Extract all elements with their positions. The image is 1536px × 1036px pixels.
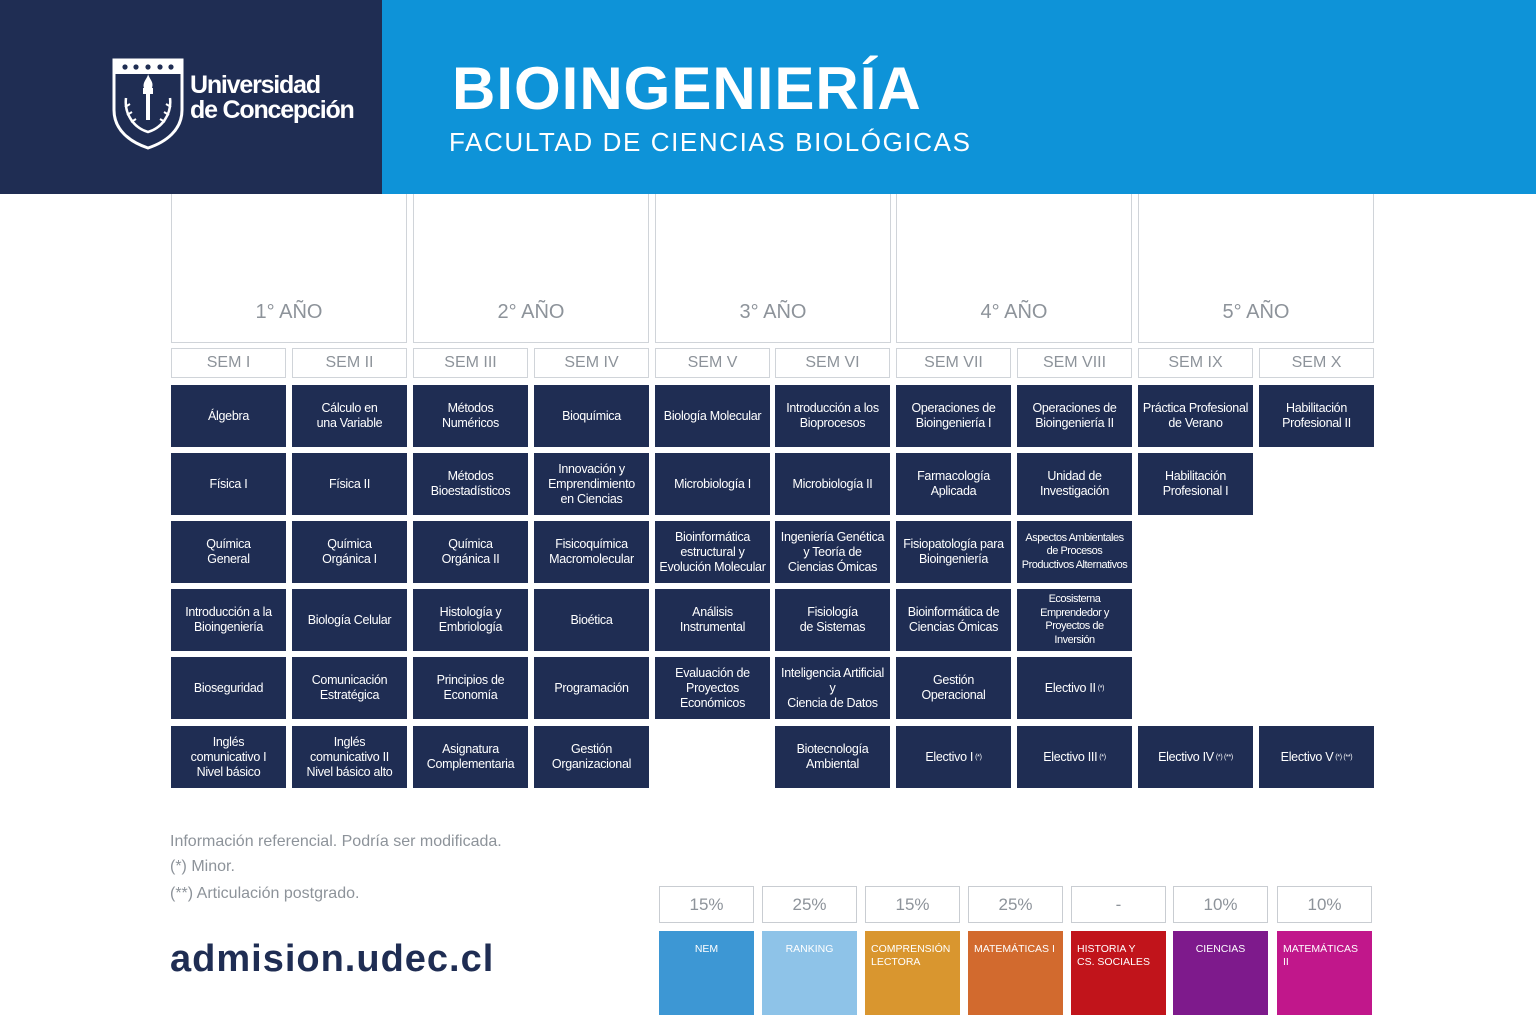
course-card[interactable] xyxy=(292,521,407,583)
course-card[interactable] xyxy=(896,726,1011,788)
admission-weight-value: 10% xyxy=(1173,886,1268,923)
university-name-line2: de Concepción xyxy=(190,96,354,124)
admission-factor-label: CIENCIAS xyxy=(1173,931,1268,1015)
course-card[interactable] xyxy=(655,657,770,719)
course-name: Biología Molecular xyxy=(663,408,762,423)
course-card[interactable] xyxy=(775,453,890,515)
course-name: Principios de Economía xyxy=(436,673,505,702)
semester-header-3: SEM III xyxy=(413,348,528,378)
course-name: Habilitación Profesional II xyxy=(1282,401,1351,430)
course-name: Unidad de Investigación xyxy=(1039,469,1110,498)
admission-factor-label: COMPRENSIÓN LECTORA xyxy=(865,931,960,1015)
header-logo-panel xyxy=(0,0,382,194)
course-name: Ecosistema Emprendedor y Proyectos de Inversión xyxy=(1040,593,1109,646)
course-name: Análisis Instrumental xyxy=(679,605,746,634)
course-footnote-mark: (*) xyxy=(1097,684,1105,692)
course-card[interactable] xyxy=(775,385,890,447)
course-card[interactable] xyxy=(171,385,286,447)
admission-website-link[interactable]: admision.udec.cl xyxy=(170,938,495,980)
course-card[interactable] xyxy=(655,453,770,515)
course-card[interactable] xyxy=(413,453,528,515)
course-name: Evaluación de Proyectos Económicos xyxy=(675,665,750,710)
course-name: Bioinformática de Ciencias Ómicas xyxy=(907,605,1000,634)
admission-weight-value: 25% xyxy=(968,886,1063,923)
course-footnote-mark: (*) xyxy=(975,753,982,761)
year-label: 3° AÑO xyxy=(739,301,807,323)
course-name: Química Orgánica I xyxy=(322,537,377,566)
course-name: Comunicación Estratégica xyxy=(311,673,388,702)
university-name xyxy=(190,73,354,123)
course-card[interactable] xyxy=(775,589,890,651)
course-card[interactable] xyxy=(775,657,890,719)
course-name: Microbiología I xyxy=(674,476,751,491)
course-name: Operaciones de Bioingeniería I xyxy=(911,401,996,430)
course-card[interactable] xyxy=(1138,726,1253,788)
year-header-4 xyxy=(896,194,1132,343)
year-label: 5° AÑO xyxy=(1222,301,1290,323)
year-header-5 xyxy=(1138,194,1374,343)
course-card[interactable] xyxy=(413,521,528,583)
course-card[interactable] xyxy=(1017,521,1132,583)
course-name: Fisiopatología para Bioingeniería xyxy=(903,537,1004,566)
course-name: Física I xyxy=(209,476,248,491)
course-name: Electivo I xyxy=(925,749,974,764)
semester-header-9: SEM IX xyxy=(1138,348,1253,378)
course-name: Electivo V xyxy=(1280,749,1334,764)
semester-header-2: SEM II xyxy=(292,348,407,378)
semester-header-6: SEM VI xyxy=(775,348,890,378)
year-label: 4° AÑO xyxy=(980,301,1048,323)
course-card[interactable] xyxy=(413,657,528,719)
course-name: Habilitación Profesional I xyxy=(1162,469,1229,498)
university-name-line1: Universidad xyxy=(190,71,320,99)
course-card[interactable] xyxy=(1017,385,1132,447)
course-name: Biología Celular xyxy=(307,612,392,627)
course-name: Física II xyxy=(328,476,371,491)
course-name: Programación xyxy=(554,680,629,695)
page-title: BIOINGENIERÍA xyxy=(452,55,922,122)
course-name: Electivo II xyxy=(1044,680,1096,695)
year-label: 2° AÑO xyxy=(497,301,565,323)
course-name: Electivo IV xyxy=(1158,749,1214,764)
course-name: Inglés comunicativo I Nivel básico xyxy=(190,734,267,779)
admission-factor-label: RANKING xyxy=(762,931,857,1015)
admission-weight-value: - xyxy=(1071,886,1166,923)
course-card[interactable] xyxy=(534,521,649,583)
course-name: Gestión Operacional xyxy=(921,673,986,702)
course-name: Gestión Organizacional xyxy=(551,742,632,771)
course-name: Química General xyxy=(206,537,251,566)
year-header-1 xyxy=(171,194,407,343)
course-card[interactable] xyxy=(171,453,286,515)
semester-header-1: SEM I xyxy=(171,348,286,378)
admission-weight-value: 15% xyxy=(865,886,960,923)
admission-factor-label: MATEMÁTICAS II xyxy=(1277,931,1372,1015)
course-name: Inteligencia Artificial y Ciencia de Datos xyxy=(781,665,884,710)
course-card[interactable] xyxy=(1017,453,1132,515)
course-card[interactable] xyxy=(292,385,407,447)
university-crest-icon xyxy=(112,58,184,150)
year-header-2 xyxy=(413,194,649,343)
course-name: Bioinformática estructural y Evolución Molecular xyxy=(659,529,766,574)
course-card[interactable] xyxy=(1259,726,1374,788)
course-card[interactable] xyxy=(1259,385,1374,447)
course-footnote-mark: (*) xyxy=(1099,753,1106,761)
semester-header-5: SEM V xyxy=(655,348,770,378)
course-name: Histología y Embriología xyxy=(438,605,503,634)
admission-factor-label: MATEMÁTICAS I xyxy=(968,931,1063,1015)
course-card[interactable] xyxy=(413,589,528,651)
course-name: Biotecnología Ambiental xyxy=(796,742,869,771)
course-name: Ingeniería Genética y Teoría de Ciencias Ómicas xyxy=(780,529,885,574)
course-card[interactable] xyxy=(171,521,286,583)
course-card[interactable] xyxy=(775,521,890,583)
course-card[interactable] xyxy=(896,521,1011,583)
course-name: Cálculo en una Variable xyxy=(316,401,383,430)
course-name: Aspectos Ambientales de Procesos Productivos Alternativos xyxy=(1021,531,1128,571)
admission-weight-value: 15% xyxy=(659,886,754,923)
note-minor: (*) Minor. xyxy=(170,858,235,875)
course-name: Fisiología de Sistemas xyxy=(799,605,866,634)
course-name: Química Orgánica II xyxy=(441,537,500,566)
university-logo[interactable] xyxy=(112,58,352,150)
admission-weight-value: 25% xyxy=(762,886,857,923)
course-name: Introducción a la Bioingeniería xyxy=(185,605,272,634)
course-footnote-mark: (*) (**) xyxy=(1335,753,1353,761)
course-card[interactable] xyxy=(1017,589,1132,651)
course-name: Álgebra xyxy=(208,408,249,423)
course-name: Bioseguridad xyxy=(193,680,264,695)
semester-header-7: SEM VII xyxy=(896,348,1011,378)
admission-factor-label: HISTORIA Y CS. SOCIALES xyxy=(1071,931,1166,1015)
course-card[interactable] xyxy=(292,589,407,651)
course-name: Innovación y Emprendimiento en Ciencias xyxy=(548,461,635,506)
course-card[interactable] xyxy=(896,385,1011,447)
note-postgrad: (**) Articulación postgrado. xyxy=(170,885,360,902)
course-card[interactable] xyxy=(1138,385,1253,447)
course-card[interactable] xyxy=(292,657,407,719)
course-card[interactable] xyxy=(413,385,528,447)
course-card[interactable] xyxy=(534,589,649,651)
course-card[interactable] xyxy=(1138,453,1253,515)
semester-header-8: SEM VIII xyxy=(1017,348,1132,378)
course-card[interactable] xyxy=(413,726,528,788)
year-label: 1° AÑO xyxy=(255,301,323,323)
course-card[interactable] xyxy=(171,726,286,788)
course-card[interactable] xyxy=(292,453,407,515)
course-name: Electivo III xyxy=(1043,749,1098,764)
course-card[interactable] xyxy=(775,726,890,788)
admission-factor-label: NEM xyxy=(659,931,754,1015)
course-name: Operaciones de Bioingeniería II xyxy=(1032,401,1117,430)
course-card[interactable] xyxy=(896,453,1011,515)
note-reference: Información referencial. Podría ser modificada. xyxy=(170,833,502,850)
course-card[interactable] xyxy=(534,385,649,447)
course-name: Métodos Numéricos xyxy=(441,401,500,430)
course-name: Métodos Bioestadísticos xyxy=(430,469,511,498)
course-name: Bioquímica xyxy=(562,408,621,423)
course-name: Práctica Profesional de Verano xyxy=(1142,401,1249,430)
course-name: Fisicoquímica Macromolecular xyxy=(549,537,634,566)
semester-header-4: SEM IV xyxy=(534,348,649,378)
header-banner xyxy=(0,0,1536,194)
course-card[interactable] xyxy=(896,657,1011,719)
course-card[interactable] xyxy=(655,385,770,447)
course-card[interactable] xyxy=(171,589,286,651)
course-name: Asignatura Complementaria xyxy=(426,742,515,771)
course-name: Farmacología Aplicada xyxy=(917,469,990,498)
course-card[interactable] xyxy=(171,657,286,719)
course-card[interactable] xyxy=(1017,726,1132,788)
course-card[interactable] xyxy=(534,453,649,515)
course-name: Bioética xyxy=(570,612,613,627)
course-name: Inglés comunicativo II Nivel básico alto xyxy=(306,734,393,779)
year-header-3 xyxy=(655,194,891,343)
course-card[interactable] xyxy=(534,657,649,719)
course-card[interactable] xyxy=(655,521,770,583)
course-card[interactable] xyxy=(1017,657,1132,719)
admission-weight-value: 10% xyxy=(1277,886,1372,923)
course-name: Microbiología II xyxy=(792,476,873,491)
course-name: Introducción a los Bioprocesos xyxy=(786,401,879,430)
course-card[interactable] xyxy=(655,589,770,651)
course-footnote-mark: (*) (**) xyxy=(1215,753,1233,761)
course-card[interactable] xyxy=(896,589,1011,651)
page-subtitle: FACULTAD DE CIENCIAS BIOLÓGICAS xyxy=(449,127,972,157)
course-card[interactable] xyxy=(292,726,407,788)
course-card[interactable] xyxy=(534,726,649,788)
semester-header-10: SEM X xyxy=(1259,348,1374,378)
